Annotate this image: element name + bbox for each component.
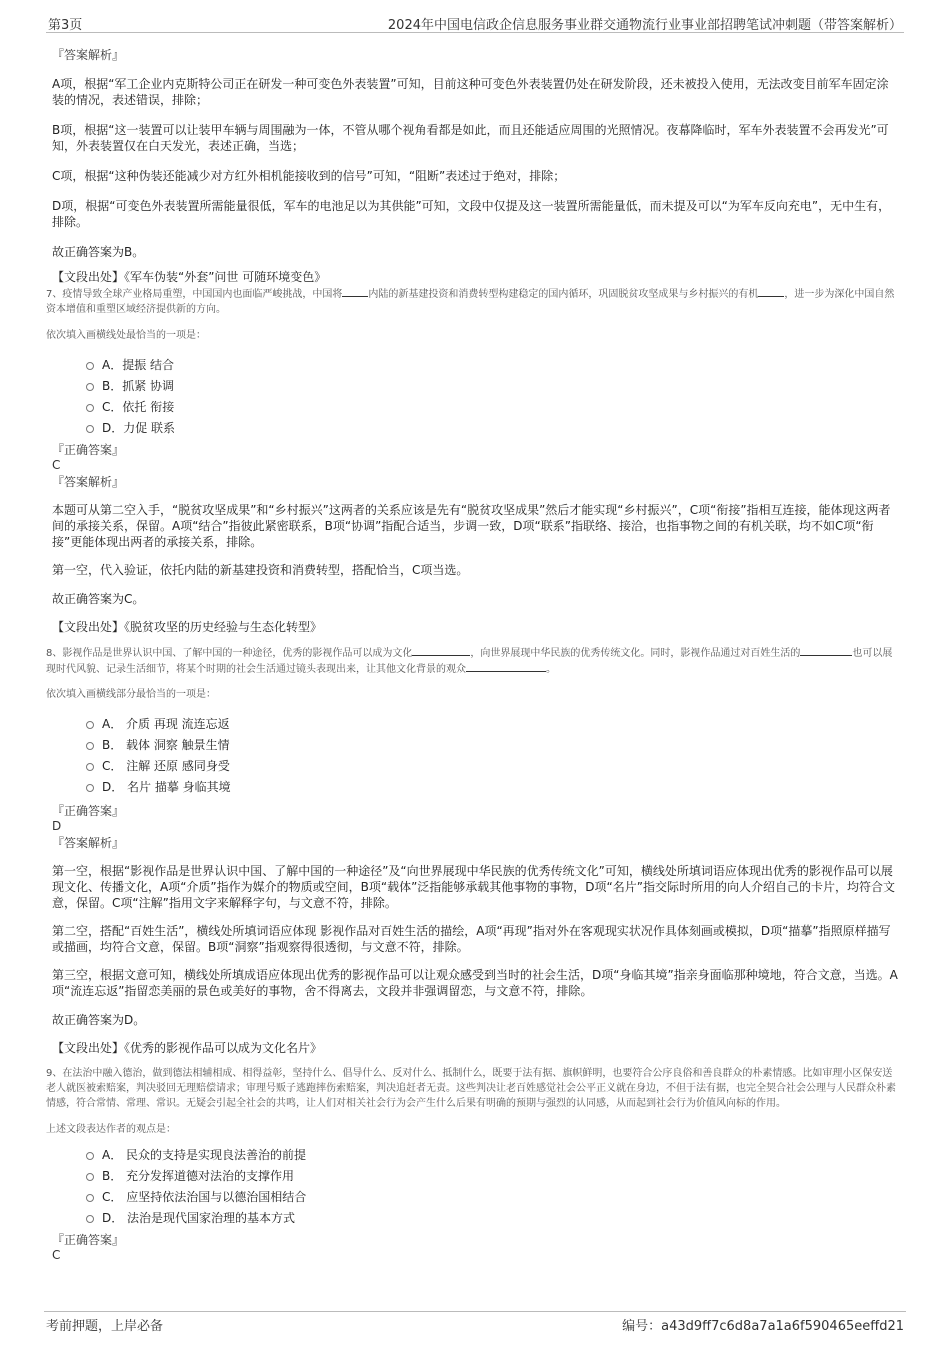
q6-analysis-d: D项，根据“可变色外表装置所需能量很低，军车的电池足以为其供能”可知，文段中仅提及这一装置所需能量低，而未提及可以“为军车反向充电”，无中生有，排除。 xyxy=(52,199,891,229)
radio-icon xyxy=(86,1152,94,1160)
q6-conclusion: 故正确答案为B。 xyxy=(52,245,145,259)
page-header xyxy=(46,12,904,33)
q8-option-a-label: A． 介质 再现 流连忘返 xyxy=(102,717,230,731)
q8-option-c-label: C． 注解 还原 感同身受 xyxy=(102,759,230,773)
q9-prompt: 上述文段表达作者的观点是： xyxy=(46,1124,176,1135)
page-number: 第3页 xyxy=(48,18,83,33)
q8-answer: D xyxy=(52,819,62,833)
q8-option-b-label: B． 载体 洞察 触景生情 xyxy=(102,738,230,752)
q9-answer-label: 『正确答案』 xyxy=(52,1233,125,1247)
q8-blank-2 xyxy=(800,645,852,656)
q8-conclusion: 故正确答案为D。 xyxy=(52,1013,146,1027)
q7-conclusion: 故正确答案为C。 xyxy=(52,592,145,606)
q9-option-d[interactable] xyxy=(52,1208,900,1229)
q9-option-d-label: D． 法治是现代国家治理的基本方式 xyxy=(102,1211,296,1225)
document-title: 2024年中国电信政企信息服务事业群交通物流行业事业部招聘笔试冲刺题（带答案解析） xyxy=(387,18,902,33)
q8-stem-part4: 。 xyxy=(546,664,556,675)
q8-stem-part3: 也可以展现时代风貌、记录生活细节，将某个时期的社会生活通过镜头表现出来，让其他文化背景的观众 xyxy=(46,648,893,675)
q8-option-a[interactable] xyxy=(52,714,900,735)
q6-analysis-a: A项，根据“军工企业内克斯特公司正在研发一种可变色外表装置”可知，目前这种可变色外表装置仍处在研发阶段，还未被投入使用，无法改变目前军车固定涂装的情况，表述错误，排除； xyxy=(52,77,889,107)
q8-analysis-3: 第三空，根据文意可知，横线处所填成语应体现出优秀的影视作品可以让观众感受到当时的社会生活，D项“身临其境”指亲身面临那种境地，符合文意，当选。A项“流连忘返”指留恋美丽的景色或美好的事物，舍不得离去，文段并非强调留恋，与文意不符，排除。 xyxy=(52,968,898,998)
document-body xyxy=(46,44,900,1262)
q7-option-b[interactable] xyxy=(52,376,900,397)
q8-option-d-label: D． 名片 描摹 身临其境 xyxy=(102,780,231,794)
q7-answer-label: 『正确答案』 xyxy=(52,443,125,457)
radio-icon xyxy=(86,362,94,370)
radio-icon xyxy=(86,383,94,391)
radio-icon xyxy=(86,721,94,729)
q9-option-b[interactable] xyxy=(52,1166,900,1187)
q9-answer: C xyxy=(52,1248,61,1262)
q7-prompt: 依次填入画横线处最恰当的一项是： xyxy=(46,330,206,341)
q7-stem-part1: 7、疫情导致全球产业格局重塑，中国国内也面临严峻挑战，中国将 xyxy=(46,289,343,300)
q8-source: 【文段出处】《优秀的影视作品可以成为文化名片》 xyxy=(52,1041,323,1055)
q7-option-c[interactable] xyxy=(52,397,900,418)
q7-option-a-label: A．提振 结合 xyxy=(102,358,175,372)
q6-analysis-b: B项，根据“这一装置可以让装甲车辆与周围融为一体，不管从哪个视角看都是如此，而且还能适应周围的光照情况。夜幕降临时，军车外表装置不会再发光”可知，外表装置仅在白天发光，表述正确，当选； xyxy=(52,123,889,153)
q9-option-a[interactable] xyxy=(52,1145,900,1166)
q8-stem xyxy=(46,645,900,677)
q9-option-b-label: B． 充分发挥道德对法治的支撑作用 xyxy=(102,1169,295,1183)
q9-option-c-label: C． 应坚持依法治国与以德治国相结合 xyxy=(102,1190,307,1204)
q7-option-b-label: B．抓紧 协调 xyxy=(102,379,175,393)
q7-analysis-1: 本题可从第二空入手，“脱贫攻坚成果”和“乡村振兴”这两者的关系应该是先有“脱贫攻坚成果”然后才能实现“乡村振兴”，C项“衔接”指相互连接，能体现这两者间的承接关系，保留。A项“结合”指彼此紧密联系，B项“协调”指配合适当，步调一致，D项“联系”指联络、接洽，也指事物之间的有机关联，均不如C项“衔接”更能体现出两者的承接关系，排除。 xyxy=(52,503,891,549)
q7-option-a[interactable] xyxy=(52,355,900,376)
radio-icon xyxy=(86,425,94,433)
q8-blank-3 xyxy=(466,661,546,672)
q8-prompt: 依次填入画横线部分最恰当的一项是： xyxy=(46,689,216,700)
q8-option-d[interactable] xyxy=(52,777,900,798)
q7-stem-part2: 内陆的新基建投资和消费转型构建稳定的国内循环，巩固脱贫攻坚成果与乡村振兴的有机 xyxy=(368,289,759,300)
q9-stem: 9、在法治中融入德治，做到德法相辅相成、相得益彰，坚持什么、倡导什么、反对什么、抵制什么，既要于法有据、旗帜鲜明，也要符合公序良俗和善良群众的朴素情感。比如审理小区保安送老人就医被索赔案，判决驳回无理赔偿请求；审理号贩子逃跑摔伤索赔案，判决追赶者无责。这些判决让老百姓感觉社会公平正义就在身边，不但于法有据，也完全契合社会公理与人民群众朴素情感，符合常情、常理、常识。无疑会引起全社会的共鸣，让人们对相关社会行为会产生什么后果有明确的预期与强烈的认同感，从而起到社会行为价值风向标的作用。 xyxy=(46,1068,896,1109)
radio-icon xyxy=(86,1194,94,1202)
q6-analysis-c: C项，根据“这种伪装还能减少对方红外相机能接收到的信号”可知，“阻断”表述过于绝对，排除； xyxy=(52,169,566,183)
q6-source: 【文段出处】《军车伪装“外套”问世 可随环境变色》 xyxy=(52,270,327,284)
q7-answer: C xyxy=(52,458,61,472)
q7-stem xyxy=(46,286,900,317)
q8-option-c[interactable] xyxy=(52,756,900,777)
q7-analysis-2: 第一空，代入验证，依托内陆的新基建投资和消费转型，搭配恰当，C项当选。 xyxy=(52,563,469,577)
radio-icon xyxy=(86,742,94,750)
q7-option-c-label: C．依托 衔接 xyxy=(102,400,175,414)
q8-blank-1 xyxy=(412,645,470,656)
q8-stem-part1: 8、影视作品是世界认识中国、了解中国的一种途径，优秀的影视作品可以成为文化 xyxy=(46,648,413,659)
radio-icon xyxy=(86,1215,94,1223)
q9-option-a-label: A． 民众的支持是实现良法善治的前提 xyxy=(102,1148,307,1162)
q9-option-c[interactable] xyxy=(52,1187,900,1208)
q6-analysis-label: 『答案解析』 xyxy=(52,48,125,62)
q8-answer-label: 『正确答案』 xyxy=(52,804,125,818)
q8-options xyxy=(52,714,900,798)
radio-icon xyxy=(86,1173,94,1181)
q7-source: 【文段出处】《脱贫攻坚的历史经验与生态化转型》 xyxy=(52,620,323,634)
radio-icon xyxy=(86,404,94,412)
q8-analysis-2: 第二空，搭配“百姓生活”，横线处所填词语应体现 影视作品对百姓生活的描绘，A项“再现”指对外在客观现实状况作具体刻画或模拟，D项“描摹”指照原样描写或描画，均符合文意，保留。B项“洞察”指观察得很透彻，与文意不符，排除。 xyxy=(52,924,891,954)
radio-icon xyxy=(86,784,94,792)
q7-stem-part3: ，进一步为深化中国自然资本增值和重塑区域经济提供新的方向。 xyxy=(46,289,895,315)
q7-option-d[interactable] xyxy=(52,418,900,439)
q7-option-d-label: D．力促 联系 xyxy=(102,421,176,435)
q7-options xyxy=(52,355,900,439)
q8-analysis-label: 『答案解析』 xyxy=(52,836,125,850)
q8-analysis-1: 第一空，根据“影视作品是世界认识中国、了解中国的一种途径”及“向世界展现中华民族的优秀传统文化”可知，横线处所填词语应体现出优秀的影视作品可以展现文化、传播文化，A项“介质”指作为媒介的物质或空间，B项“载体”泛指能够承载其他事物的事物，D项“名片”指交际时所用的向人介绍自己的卡片，均符合文意，保留。C项“注解”指用文字来解释字句，与文意不符，排除。 xyxy=(52,864,895,910)
radio-icon xyxy=(86,763,94,771)
q8-stem-part2: ，向世界展现中华民族的优秀传统文化。同时，影视作品通过对百姓生活的 xyxy=(470,648,801,659)
q7-analysis-label: 『答案解析』 xyxy=(52,475,125,489)
footer-slogan: 考前押题，上岸必备 xyxy=(46,1319,164,1334)
q7-blank-2 xyxy=(758,286,784,297)
document-id: 编号：a43d9ff7c6d8a7a1a6f590465eeffd21 xyxy=(622,1319,904,1334)
q9-options xyxy=(52,1145,900,1229)
q7-blank-1 xyxy=(342,286,368,297)
q8-option-b[interactable] xyxy=(52,735,900,756)
page-footer xyxy=(44,1311,906,1336)
